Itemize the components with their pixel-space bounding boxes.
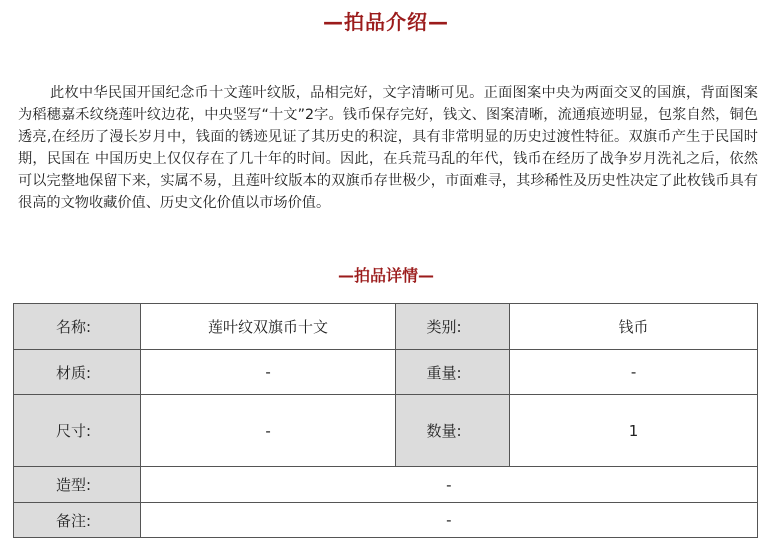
quantity-value: 1 (510, 395, 758, 467)
shape-value: - (140, 467, 757, 503)
table-row (14, 395, 758, 467)
table-row (14, 503, 758, 538)
quantity-label: 数量: (396, 395, 510, 467)
shape-label: 造型: (14, 467, 141, 503)
material-label: 材质: (14, 350, 141, 395)
weight-label: 重量: (396, 350, 510, 395)
table-row (14, 350, 758, 395)
details-table (13, 303, 758, 538)
name-label: 名称: (14, 304, 141, 350)
size-label: 尺寸: (14, 395, 141, 467)
category-label: 类别: (396, 304, 510, 350)
weight-value: - (510, 350, 758, 395)
table-row (14, 304, 758, 350)
table-row (14, 467, 758, 503)
remarks-label: 备注: (14, 503, 141, 538)
size-value: - (140, 395, 396, 467)
name-value: 莲叶纹双旗币十文 (140, 304, 396, 350)
category-value: 钱币 (510, 304, 758, 350)
remarks-value: - (140, 503, 757, 538)
details-section-title: —拍品详情— (337, 266, 434, 285)
material-value: - (140, 350, 396, 395)
intro-section-title: —拍品介绍— (323, 10, 449, 34)
intro-paragraph: 此枚中华民国开国纪念币十文莲叶纹版，品相完好，文字清晰可见。正面图案中央为两面交叉的国旗，背面图案为稻穗嘉禾纹绕莲叶纹边花，中央竖写“十文”2字。钱币保存完好，钱文、图案清晰，流通痕迹明显，包浆自然，铜色透亮,在经历了漫长岁月中，钱面的锈迹见证了其历史的积淀，具有非常明显的历史过渡性特征。双旗币产生于民国时期，民国在 中国历史上仅仅存在了几十年的时间。因此，在兵荒马乱的年代，钱币在经历了战争岁月洗礼之后，依然可以完整地保留下来，实属不易，且莲叶纹版本的双旗币存世极少，市面难寻，其珍稀性及历史性决定了此枚钱币具有很高的文物收藏价值、历史文化价值以市场价值。 (18, 85, 758, 212)
